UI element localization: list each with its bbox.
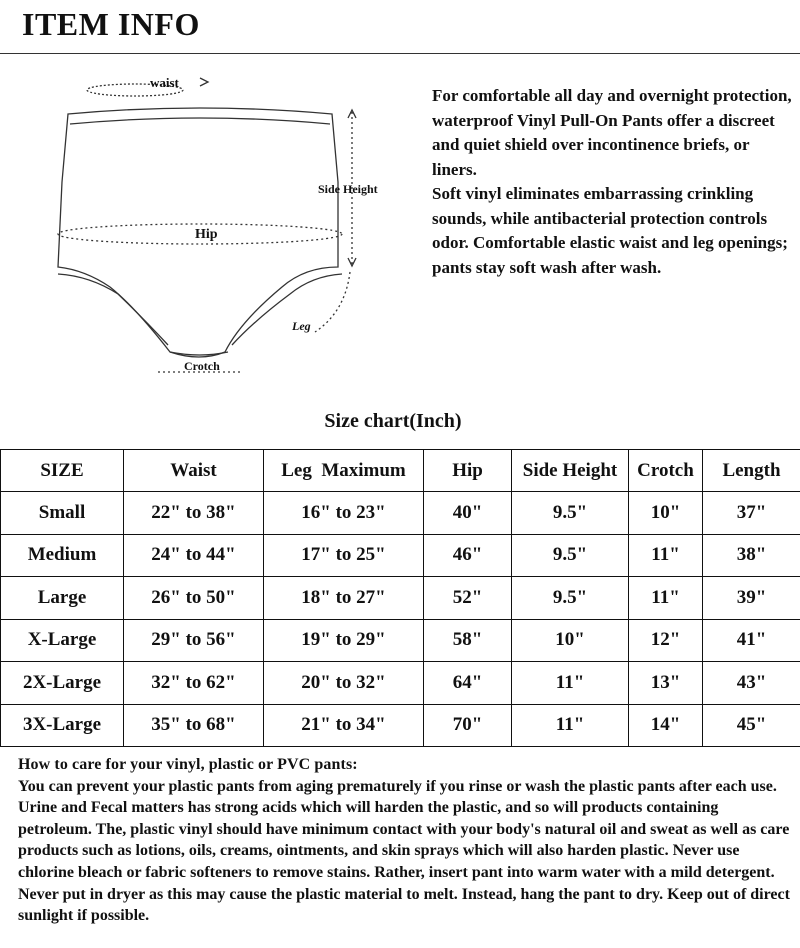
table-cell: 13" <box>629 662 703 705</box>
table-cell: 11" <box>629 577 703 620</box>
left-leg-band <box>58 274 168 345</box>
table-cell: 26" to 50" <box>124 577 264 620</box>
table-cell: 24" to 44" <box>124 534 264 577</box>
header-cell: Waist <box>124 450 264 492</box>
size-chart-header-row <box>1 450 800 492</box>
table-cell: 39" <box>703 577 800 620</box>
care-body: You can prevent your plastic pants from aging prematurely if you rinse or wash the plastic pants after each use. Urine and Fecal matters has strong acids which will harden the plastic, and so will products containing petroleum. The, plastic vinyl should have minimum contact with your body's natural oil and sweat as well as care products such as lotions, oils, creams, ointments, and skin sprays which will also harden plastic. Never use chlorine bleach or fabric softeners to remove stains. Rather, insert pant into warm water with a mild detergent. Never put in dryer as this may cause the plastic material to melt. Instead, hang the pant to dry. Keep out of direct sunlight if possible. <box>18 777 790 925</box>
table-cell: 3X-Large <box>1 704 124 747</box>
header-cell: Leg Maximum <box>264 450 424 492</box>
leg-measure-line <box>315 272 350 332</box>
table-cell: Large <box>1 577 124 620</box>
table-cell: 45" <box>703 704 800 747</box>
pants-diagram <box>50 62 400 392</box>
description-paragraph-2: Soft vinyl eliminates embarrassing crinkling sounds, while antibacterial protection controls odor. Comfortable elastic waist and leg openings; pants stay soft wash after wash. <box>432 184 788 277</box>
table-cell: 10" <box>512 619 629 662</box>
table-cell: 2X-Large <box>1 662 124 705</box>
table-cell: 22" to 38" <box>124 492 264 535</box>
table-cell: 32" to 62" <box>124 662 264 705</box>
table-cell: 10" <box>629 492 703 535</box>
size-chart-table <box>0 449 800 747</box>
size-chart-caption: Size chart(Inch) <box>324 410 462 432</box>
table-cell: 64" <box>424 662 512 705</box>
waistband-line <box>70 118 330 124</box>
table-cell: 70" <box>424 704 512 747</box>
side-height-label: Side Height <box>318 182 378 196</box>
header-cell: SIZE <box>1 450 124 492</box>
table-row <box>1 577 800 620</box>
table-cell: 46" <box>424 534 512 577</box>
table-cell: 9.5" <box>512 492 629 535</box>
table-cell: 17" to 25" <box>264 534 424 577</box>
table-cell: 40" <box>424 492 512 535</box>
table-cell: X-Large <box>1 619 124 662</box>
table-cell: 11" <box>512 704 629 747</box>
table-cell: 52" <box>424 577 512 620</box>
table-cell: 43" <box>703 662 800 705</box>
table-cell: 9.5" <box>512 577 629 620</box>
table-cell: 35" to 68" <box>124 704 264 747</box>
table-cell: 12" <box>629 619 703 662</box>
waist-arrow <box>200 78 208 86</box>
title-divider <box>0 53 800 54</box>
table-row <box>1 534 800 577</box>
page-title: ITEM INFO <box>22 6 200 42</box>
table-row <box>1 662 800 705</box>
header-cell: Hip <box>424 450 512 492</box>
table-cell: 19" to 29" <box>264 619 424 662</box>
table-cell: 58" <box>424 619 512 662</box>
care-heading: How to care for your vinyl, plastic or PVC pants: <box>18 756 358 773</box>
table-cell: 9.5" <box>512 534 629 577</box>
table-cell: 37" <box>703 492 800 535</box>
header-cell: Length <box>703 450 800 492</box>
table-cell: 11" <box>512 662 629 705</box>
table-row <box>1 704 800 747</box>
hip-label: Hip <box>195 227 218 242</box>
crotch-label: Crotch <box>184 359 220 373</box>
waist-label: waist <box>150 75 179 90</box>
table-row <box>1 492 800 535</box>
description-paragraph-1: For comfortable all day and overnight protection, waterproof Vinyl Pull-On Pants offer a discreet and quiet shield over incontinence briefs, or liners. <box>432 86 792 179</box>
table-cell: 29" to 56" <box>124 619 264 662</box>
right-leg-band <box>232 274 342 345</box>
table-cell: 16" to 23" <box>264 492 424 535</box>
table-cell: 11" <box>629 534 703 577</box>
table-row <box>1 619 800 662</box>
table-cell: 21" to 34" <box>264 704 424 747</box>
table-cell: 20" to 32" <box>264 662 424 705</box>
table-cell: 38" <box>703 534 800 577</box>
product-description <box>432 84 792 280</box>
header-cell: Side Height <box>512 450 629 492</box>
table-cell: Medium <box>1 534 124 577</box>
header-cell: Crotch <box>629 450 703 492</box>
table-cell: 18" to 27" <box>264 577 424 620</box>
care-instructions <box>18 754 794 927</box>
table-cell: Small <box>1 492 124 535</box>
leg-label: Leg <box>292 319 311 333</box>
table-cell: 41" <box>703 619 800 662</box>
table-cell: 14" <box>629 704 703 747</box>
